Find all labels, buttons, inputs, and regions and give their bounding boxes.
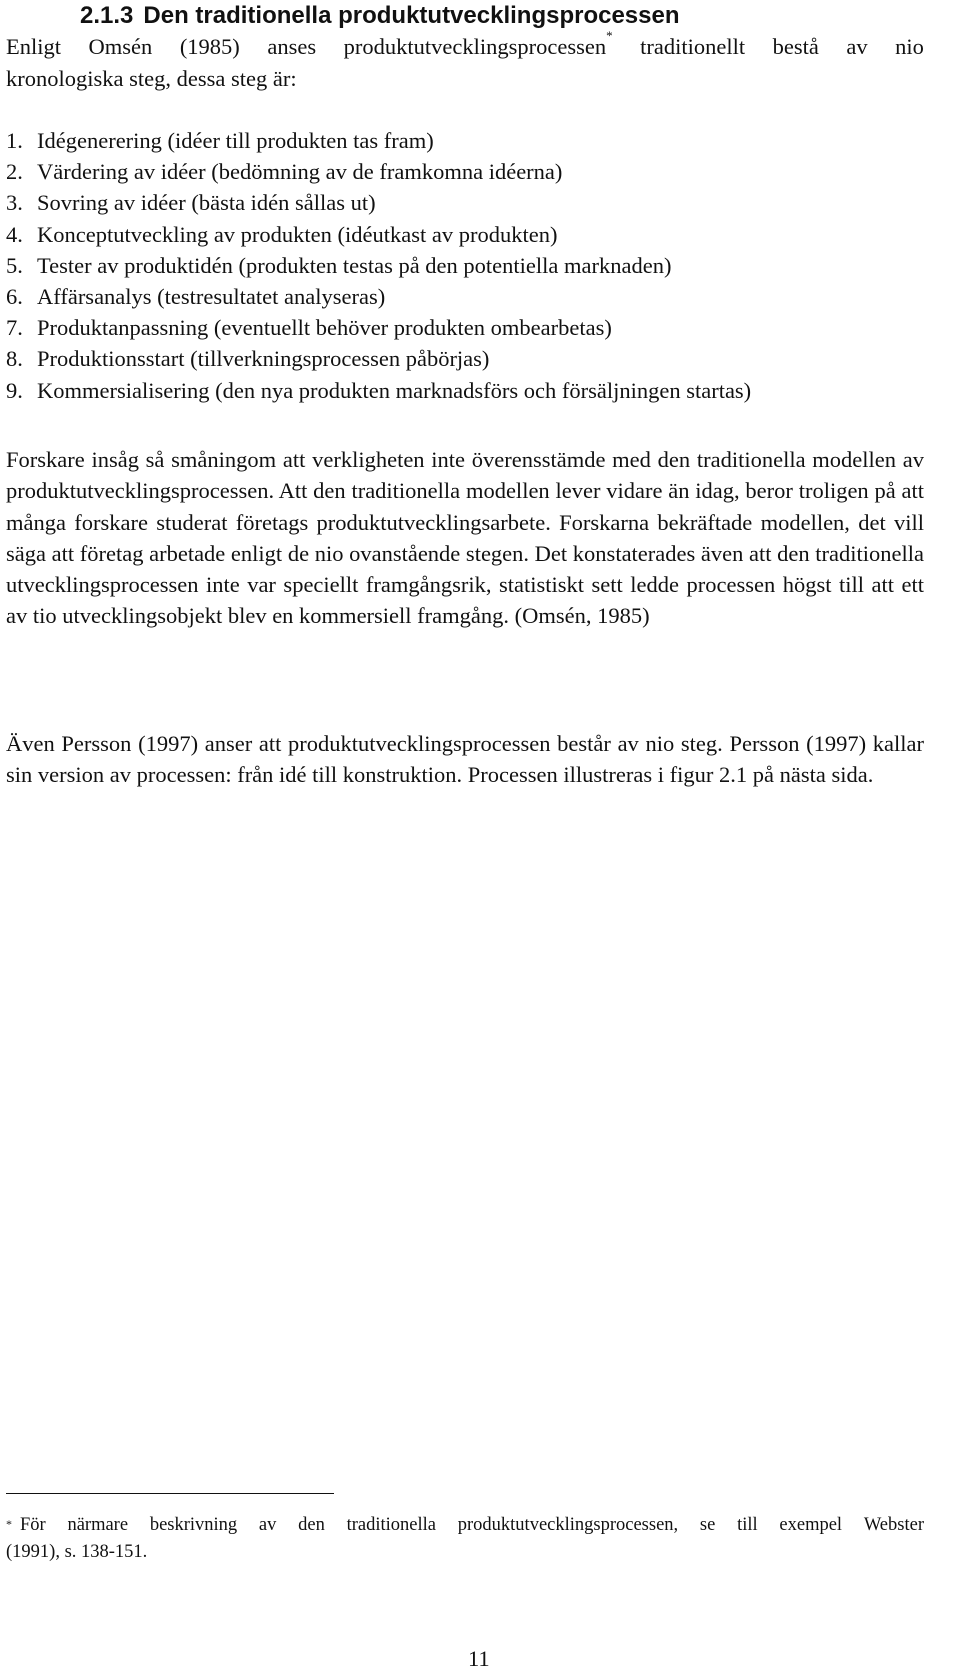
step-number: 7. [6, 315, 23, 341]
step-text: Sovring av idéer (bästa idén sållas ut) [37, 190, 376, 216]
paragraph-text: Även Persson (1997) anser att produktutvecklingsprocessen består av nio steg. Persson (1997) kallar sin version av processen: från idé till konstruktion. Processen illustreras i figur 2.1 på nästa sida. [6, 731, 924, 788]
footnote [6, 1512, 924, 1566]
footnote-word: till [737, 1515, 758, 1535]
section-title: Den traditionella produktutvecklingsprocessen [143, 2, 680, 29]
list-item [6, 125, 751, 156]
intro-word: traditionellt [640, 34, 746, 59]
intro-word: Omsén [88, 34, 153, 59]
footnote-marker: * [6, 1517, 12, 1531]
list-item [6, 187, 751, 218]
step-text: Affärsanalys (testresultatet analyseras) [37, 284, 386, 310]
step-text: Värdering av idéer (bedömning av de framkomna idéerna) [37, 159, 563, 185]
footnote-line-2: (1991), s. 138-151. [6, 1542, 148, 1562]
list-item [6, 375, 751, 406]
footnote-reference: * [606, 28, 613, 43]
step-number: 3. [6, 190, 23, 216]
paragraph-persson [6, 728, 924, 791]
step-number: 8. [6, 346, 23, 372]
footnote-word: närmare [67, 1515, 129, 1535]
step-number: 2. [6, 159, 23, 185]
step-text: Produktionsstart (tillverkningsprocessen påbörjas) [37, 346, 490, 372]
step-number: 9. [6, 377, 23, 403]
list-item [6, 343, 751, 374]
paragraph-text: Forskare insåg så småningom att verkligheten inte överensstämde med den traditionella modellen av produktutvecklingsprocessen. Att den traditionella modellen lever vidare än idag, beror troligen på att många forskare studerat företags produktutvecklingsarbete. Forskarna bekräftade modellen, det vill säga att företag arbetade enligt de nio ovanstående stegen. Det konstaterades även att den traditionella utvecklingsprocessen inte var speciellt framgångsrik, statistiskt sett ledde processen högst till att ett av tio utvecklingsobjekt blev en kommersiell framgång. (Omsén, 1985) [6, 447, 924, 629]
intro-paragraph [6, 28, 924, 94]
step-number: 5. [6, 252, 23, 278]
footnote-word: beskrivning [149, 1515, 238, 1535]
intro-word: bestå [772, 34, 819, 59]
paragraph-forskare [6, 444, 924, 632]
footnote-word: av [258, 1515, 277, 1535]
intro-word: produktutvecklingsprocessen [343, 34, 607, 59]
step-number: 6. [6, 284, 23, 310]
step-text: Kommersialisering (den nya produkten marknadsförs och försäljningen startas) [37, 377, 752, 403]
footnote-word: exempel [779, 1515, 843, 1535]
list-item [6, 156, 751, 187]
list-item [6, 219, 751, 250]
footnote-separator [6, 1493, 334, 1494]
step-text: Tester av produktidén (produkten testas på den potentiella marknaden) [37, 252, 672, 278]
footnote-word: För [20, 1515, 46, 1535]
intro-word: nio [895, 34, 924, 59]
intro-line-2: kronologiska steg, dessa steg är: [6, 65, 297, 91]
footnote-word: se [699, 1515, 716, 1535]
footnote-word: traditionella [346, 1515, 436, 1535]
footnote-word: den [298, 1515, 325, 1535]
step-text: Produktanpassning (eventuellt behöver produkten ombearbetas) [37, 315, 612, 341]
section-number: 2.1.3 [80, 2, 134, 29]
page-number: 11 [468, 1646, 490, 1671]
footnote-word: Webster [863, 1515, 924, 1535]
intro-line-1 [6, 28, 924, 63]
process-steps-list [6, 125, 751, 406]
list-item [6, 250, 751, 281]
step-number: 1. [6, 128, 23, 153]
intro-word: av [846, 34, 868, 59]
section-heading [80, 0, 680, 32]
intro-word: Enligt [6, 34, 61, 59]
step-text: Konceptutveckling av produkten (idéutkast av produkten) [37, 221, 558, 247]
intro-word: anses [267, 34, 317, 59]
intro-word: (1985) [179, 34, 240, 59]
step-number: 4. [6, 221, 23, 247]
step-text: Idégenerering (idéer till produkten tas fram) [37, 128, 434, 153]
list-item [6, 281, 751, 312]
footnote-line-1 [6, 1512, 924, 1539]
list-item [6, 312, 751, 343]
footnote-word: produktutvecklingsprocessen, [457, 1515, 679, 1535]
